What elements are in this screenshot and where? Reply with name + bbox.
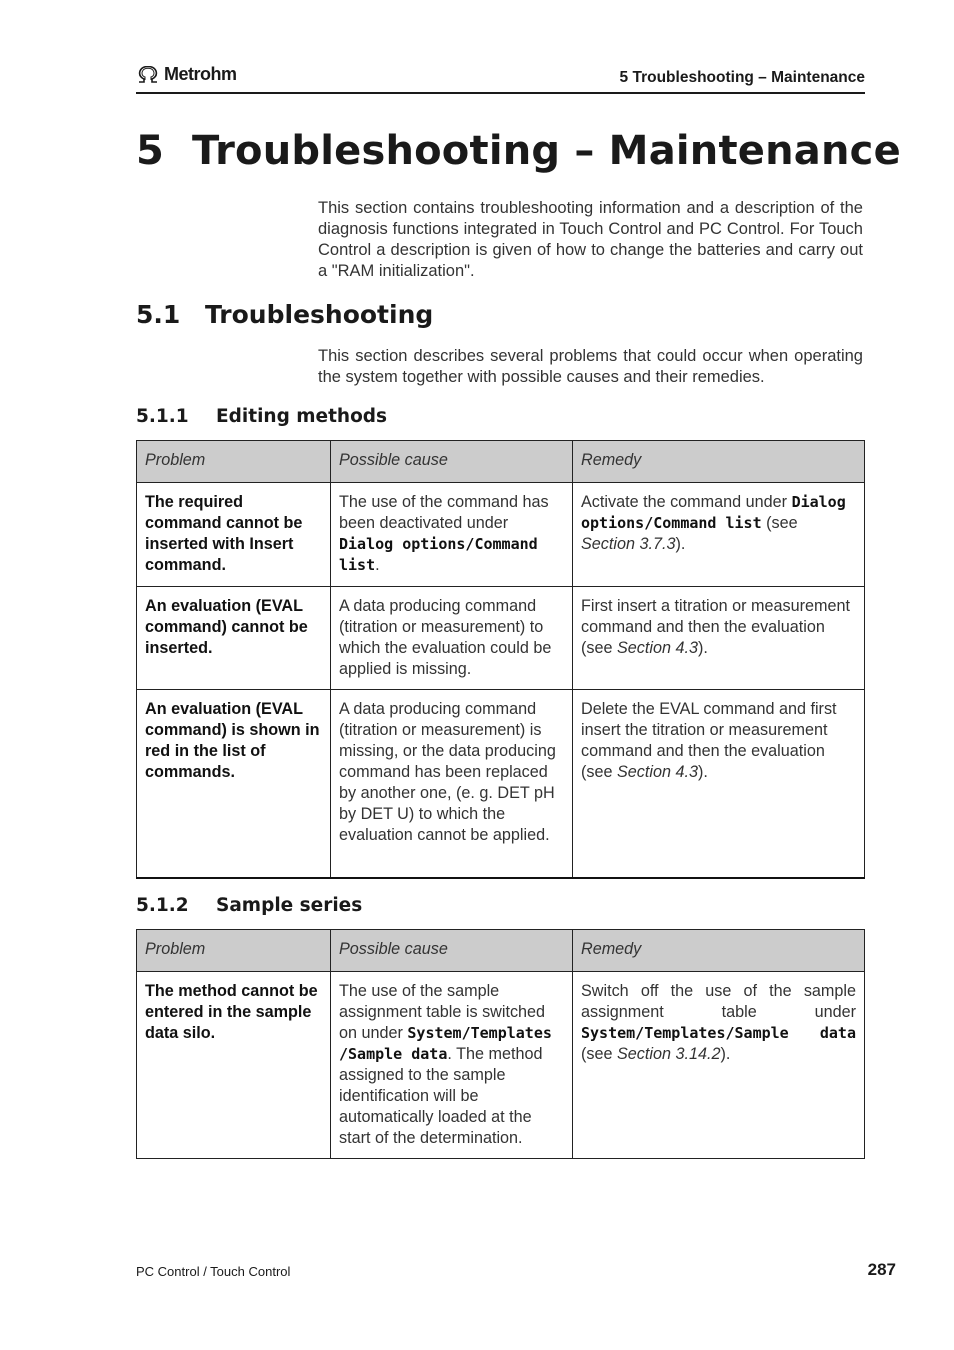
subsection-number: 5.1.2 xyxy=(136,895,189,916)
table-row xyxy=(137,972,865,1159)
section-intro: This section describes several problems that could occur when operating the system together with possible causes and their remedies. xyxy=(318,347,863,386)
table-row xyxy=(137,587,865,690)
cause-cell xyxy=(331,972,573,1159)
remedy-cell xyxy=(573,972,865,1159)
page-number: 287 xyxy=(867,1260,896,1279)
column-header-problem: Problem xyxy=(137,930,331,972)
problem-cell: The method cannot be entered in the sample data silo. xyxy=(137,972,331,1159)
section-title xyxy=(136,300,433,329)
menu-path: System/Templates/Sample data xyxy=(581,1024,856,1042)
section-number: 5.1 xyxy=(136,300,181,329)
problem-cell: An evaluation (EVAL command) cannot be inserted. xyxy=(137,587,331,690)
remedy-text-end: ). xyxy=(720,1045,731,1063)
subsection-editing-methods-title xyxy=(136,406,387,427)
remedy-text-end: ). xyxy=(698,763,708,781)
menu-path: Dialog options/Command list xyxy=(339,535,538,574)
table-row xyxy=(137,690,865,878)
remedy-cell xyxy=(573,690,865,878)
remedy-text-end: ). xyxy=(698,639,708,657)
subsection-sample-series-title xyxy=(136,895,362,916)
remedy-cell xyxy=(573,587,865,690)
subsection-title-text: Editing methods xyxy=(216,406,388,427)
table-header-row xyxy=(137,441,865,483)
subsection-title-text: Sample series xyxy=(216,895,363,916)
section-reference: Section 3.7.3 xyxy=(581,535,676,553)
cause-cell: A data producing command (titration or measurement) is missing, or the data producing command has been replaced by another one, (e. g. DET pH by DET U) to which the evaluation cannot be applied. xyxy=(331,690,573,878)
remedy-cell xyxy=(573,483,865,587)
page-header xyxy=(136,62,865,94)
footer-product-name: PC Control / Touch Control xyxy=(136,1264,291,1279)
sample-series-table xyxy=(136,929,865,1159)
section-title-text: Troubleshooting xyxy=(205,300,434,329)
cause-text: The use of the sample assignment table is switched on under xyxy=(339,982,546,1042)
column-header-cause: Possible cause xyxy=(331,441,573,483)
remedy-text-end: ). xyxy=(675,535,686,553)
section-reference: Section 4.3 xyxy=(617,639,698,657)
menu-path: Dialog options/Command list xyxy=(581,493,846,532)
remedy-text-mid: (see xyxy=(581,1045,617,1063)
menu-path: System/Templates /Sample data xyxy=(339,1024,552,1063)
metrohm-logo xyxy=(136,64,237,85)
problem-cell: The required command cannot be inserted with Insert command. xyxy=(137,483,331,587)
column-header-cause: Possible cause xyxy=(331,930,573,972)
editing-methods-table xyxy=(136,440,865,879)
cause-text: The use of the command has been deactivated under xyxy=(339,493,549,532)
remedy-text: First insert a titration or measurement command and then the evaluation (see xyxy=(581,597,850,657)
problem-cell: An evaluation (EVAL command) is shown in red in the list of commands. xyxy=(137,690,331,878)
chapter-title-text: Troubleshooting – Maintenance xyxy=(192,128,901,174)
cause-cell: A data producing command (titration or measurement) to which the evaluation could be applied is missing. xyxy=(331,587,573,690)
logo-text: Metrohm xyxy=(164,64,237,84)
remedy-text: Activate the command under xyxy=(581,493,792,511)
column-header-problem: Problem xyxy=(137,441,331,483)
chapter-title xyxy=(136,128,901,174)
section-reference: Section 3.14.2 xyxy=(617,1045,721,1063)
table-row xyxy=(137,483,865,587)
cause-cell xyxy=(331,483,573,587)
table-header-row xyxy=(137,930,865,972)
remedy-text: Switch off the use of the sample assignment table under xyxy=(581,982,856,1021)
omega-icon xyxy=(136,66,160,84)
chapter-intro: This section contains troubleshooting information and a description of the diagnosis functions integrated in Touch Control and PC Control. For Touch Control a description is given of how to change the batteries and carry out a "RAM initialization". xyxy=(318,199,863,280)
chapter-number: 5 xyxy=(136,128,165,174)
running-header-title: 5 Troubleshooting – Maintenance xyxy=(619,69,865,86)
column-header-remedy: Remedy xyxy=(573,441,865,483)
subsection-number: 5.1.1 xyxy=(136,406,189,427)
column-header-remedy: Remedy xyxy=(573,930,865,972)
section-reference: Section 4.3 xyxy=(617,763,698,781)
remedy-text: Delete the EVAL command and first insert the titration or measurement command and then the evaluation (see xyxy=(581,700,837,781)
cause-text-end: . The method assigned to the sample identification will be automatically loaded at the start of the determination. xyxy=(339,1045,543,1147)
cause-text-end: . xyxy=(375,556,380,574)
remedy-text-mid: (see xyxy=(761,514,798,532)
